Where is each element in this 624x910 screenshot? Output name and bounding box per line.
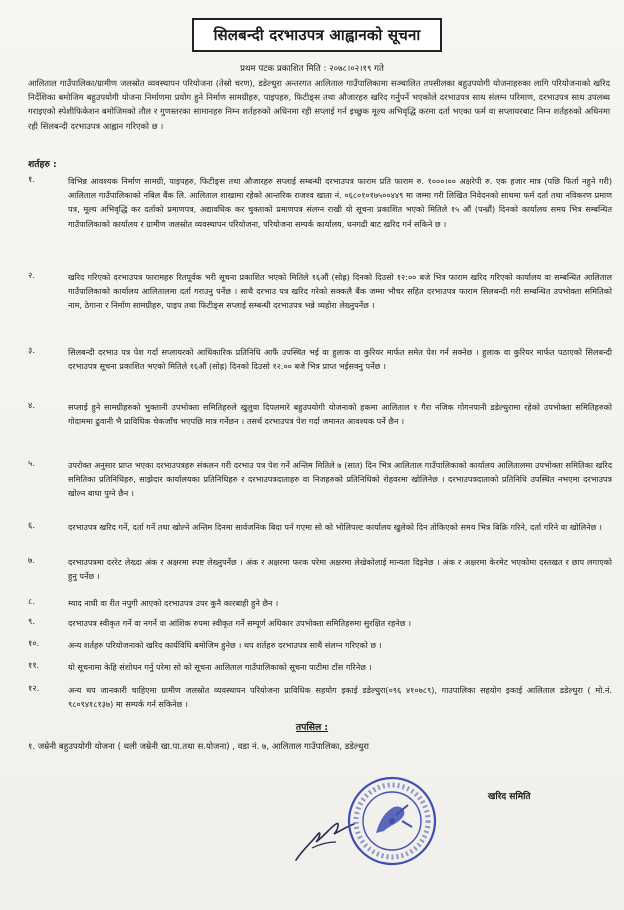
term-text: दरभाउपत्र खरिद गर्ने, दर्ता गर्ने तथा खोल्ने अन्तिम दिनमा सार्वजनिक बिदा पर्न गएमा सो को भोलिपल्ट कार्यालय खुलेको दिन तोकिएको समय भित्र बिक्रि गरिने, दर्ता गरिने वा खोलिनेछ । (68, 522, 602, 532)
schedule-heading: तपसिल : (295, 722, 329, 733)
term-number: ७. (28, 555, 35, 565)
term-number: १०. (28, 638, 40, 648)
notice-title: सिलबन्दी दरभाउपत्र आह्वानको सूचना (192, 18, 442, 52)
publication-date: प्रथम पटक प्रकाशित मिति : २०७८।०२।१९ गते (240, 64, 384, 74)
term-text: अन्य थप जानकारी चाहिएमा ग्रामीण जलस्रोत व्यवस्थापन परियोजना प्राविधिक सहयोग इकाई डडेल्धुरा(०९६ ४१०७८९), गाउपालिका सहयोग इकाई आलिताल डडेल्धुरा ( मो.नं. ९८०९४१८१३७) मा सम्पर्क गर्न सकिनेछ । (68, 685, 612, 710)
term-text: उपरोक्त अनुसार प्राप्त भएका दरभाउपत्रहरु संकलन गरी दरभाउ पत्र पेश गर्ने अन्तिम मितिले ७ (सात) दिन भित्र आलिताल गाउँपालिकाको कार्यालय आलितालमा उपभोक्ता समितिका खरिद समितिका प्रतिनिधिहरु, साझेदार कार्यालयका प्रतिनिधिहरु र दरभाउपत्रदाताहरु वा निजहरुको प्रतिनिधिको रोहवरमा खोलिनेछ । दरभाउपत्रदाताको प्रतिनिधि उपस्थित नभएमा दरभाउपत्र खोल्न बाधा पुग्ने छैन । (68, 460, 612, 499)
term-number: १२. (28, 683, 40, 693)
purchase-committee-label: खरिद समिति (488, 792, 531, 802)
term-number: १. (28, 174, 35, 184)
term-number: ५. (28, 458, 35, 468)
term-number: २. (28, 270, 35, 280)
term-text: खरिद गरिएको दरभाउपत्र फारामहरु रितपूर्वक भरी सूचना प्रकाशित भएको मितिले १६औं (सोह्र) दिनको दिउसो १२:०० बजे भित्र फाराम खरिद गरिएको कार्यालय वा सम्बन्धित आलिताल गाउँपालिकाको कार्यालय आलितालमा दर्ता गराउनु पर्नेछ । साथै दरभाउ पत्र खरिद गरेको सक्कलै बैंक जम्मा भौचर सहित दरभाउपत्र फाराम सिलबन्दी गरी सम्बन्धित उपभोक्ता समितिको नाम, ठेगाना र निर्माण सामग्रीहरु, पाइप तथा फिटीङ्स सप्लाई सम्बन्धी दरभाउपत्र भन्ने व्यहोरा लेख्नुपर्नेछ । (68, 272, 612, 311)
term-number: ४. (28, 400, 35, 410)
term-number: ६. (28, 520, 35, 530)
schedule-item: १. जम्रेनी बहुउपयोगी योजना ( थली जम्रेनी खा.पा.तथा स.योजना) , वडा नं. ७, आलिताल गाउँपालिका, डडेल्धुरा (28, 742, 370, 752)
term-text: सिलबन्दी दरभाउ पत्र पेश गर्दा सप्लायरको आधिकारिक प्रतिनिधि आफैं उपस्थित भई वा हुलाक वा कुरियर मार्फत समेत पेश गर्न सक्नेछ । हुलाक वा कुरियर मार्फत पठाएको सिलबन्दी दरभाउपत्र सूचना प्रकाशित भएको मितिले १६औं (सोह्र) दिनको दिउसो १२.०० बजे भित्र प्राप्त भईसक्नु पर्नेछ । (68, 347, 612, 372)
term-text: सप्लाई हुने सामग्रीहरुको भुक्तानी उपभोक्ता समितिहरुले खुलुवा दिपलमारे बहुउपयोगी योजनाको हकमा आलिताल १ गैरा नजिक गोगनपानी डडेल्धुरामा रहेको उपभोक्ता समितिहरुको गोदाममा ढुवानी भै प्राविधिक चेकजाँच भएपछि मात्र गर्नेछन । तसर्थ दरभाउपत्र पेश गर्दा जमानत आवश्यक पर्ने छैन । (68, 402, 612, 427)
term-number: ११. (28, 660, 40, 670)
term-number: ९. (28, 616, 35, 626)
terms-heading: शर्तहरु : (28, 159, 57, 170)
term-text: यो सूचनामा केहि संशोधन गर्नु परेमा सो को सूचना आलिताल गाउँपालिकाको सूचना पाटीमा टाँस गरिनेछ । (68, 662, 372, 672)
term-text: विभिन्न आवश्यक निर्माण सामग्री, पाइपहरु, फिटीङ्स तथा औजारहरु सप्लाई सम्बन्धी दरभाउपत्र फाराम प्रति फाराम रु. १०००।०० अक्षरेपी रु. एक हजार मात्र (पछि फिर्ता नहुने गरी) आलिताल गाउँपालिकाको नबिल बैंक लि. आलिताल शाखामा रहेको आन्तरिक राजश्व खाता नं. ०६८०१०१७५००४४९ मा जम्मा गरी लिखित निवेदनको साथमा फर्म दर्ता तथा नविकरण प्रमाण पत्र, मूल्य अभिवृद्धि कर दर्ताको प्रमाणपत्र, अद्यावधिक कर चुक्ताको प्रमाणपत्र संलग्न राखी यो सूचना प्रकाशित भएको मितिले १५ औं (पन्ध्रौं) दिनको कार्यालय समय भित्र सम्बन्धित गाउँपालिकाको कार्यालय र ग्रामीण जलस्रोत व्यवस्थापन परियोजना, परियोजना सम्पर्क कार्यालय, धनगढी बाट खरिद गर्न सकिने छ । (68, 176, 612, 229)
term-number: ८. (28, 596, 35, 606)
committee-seal (346, 775, 438, 867)
term-text: अन्य शर्तहरु परियोजनाको खरिद कार्यविधि बमोजिम हुनेछ । थप शर्तहरु दरभाउपत्र साथै संलग्न गरिएको छ । (68, 640, 382, 650)
term-text: दरभाउपत्र स्वीकृत गर्ने वा नगर्ने वा आंशिक रुपमा स्वीकृत गर्ने सम्पूर्ण अधिकार उपभोक्ता समितिहरुमा सुरक्षित रहनेछ । (68, 618, 412, 628)
term-number: ३. (28, 345, 35, 355)
intro-paragraph: आलिताल गाउँपालिका/ग्रामीण जलस्रोत व्यवस्थापन परियोजना (तेस्रो चरण), डडेल्धुरा अन्तरगत आलिताल गाउँपालिकामा सञ्चालित तपसीलका बहुउपयोगी योजनाहरुका लागि परियोजनाको खरिद निर्देशिका बमोजिम बहुउपयोगी योजना निर्माणमा प्रयोग हुने निर्माण सामग्रीहरु, पाइपहरु, फिटीङ्स तथा औजारहरु खरिद गर्नुपर्ने भएकोले दरभाउपत्र साथ संलग्न परिमाण, दरभाउपत्र साथ उपलब्ध गराइएको स्पेशीफिकेशन बमोजिमको तौल र गुणस्तरका सामानहरु निम्न शर्तहरुको अधिनमा रही सप्लाई गर्न इच्छुक मूल्य अभिवृद्धि करमा दर्ता भएका फर्म वा सप्लायरबाट निम्न शर्तहरुको अधिनमा रही सिलबन्दी दरभाउपत्र आह्वान गरिएको छ । (28, 78, 610, 131)
term-text: म्याद नाघी वा रीत नपुगी आएको दरभाउपत्र उपर कुनै कारबाही हुने छैन । (68, 598, 279, 608)
term-text: दरभाउपत्रमा दररेट लेख्दा अंक र अक्षरमा स्पष्ट लेख्नुपर्नेछ । अंक र अक्षरमा फरक परेमा अक्षरमा लेखेकोलाई मान्यता दिइनेछ । अंक र अक्षरमा केरमेट भएकोमा दस्तखत र छाप लगाएको हुनु पर्नेछ । (68, 557, 612, 582)
